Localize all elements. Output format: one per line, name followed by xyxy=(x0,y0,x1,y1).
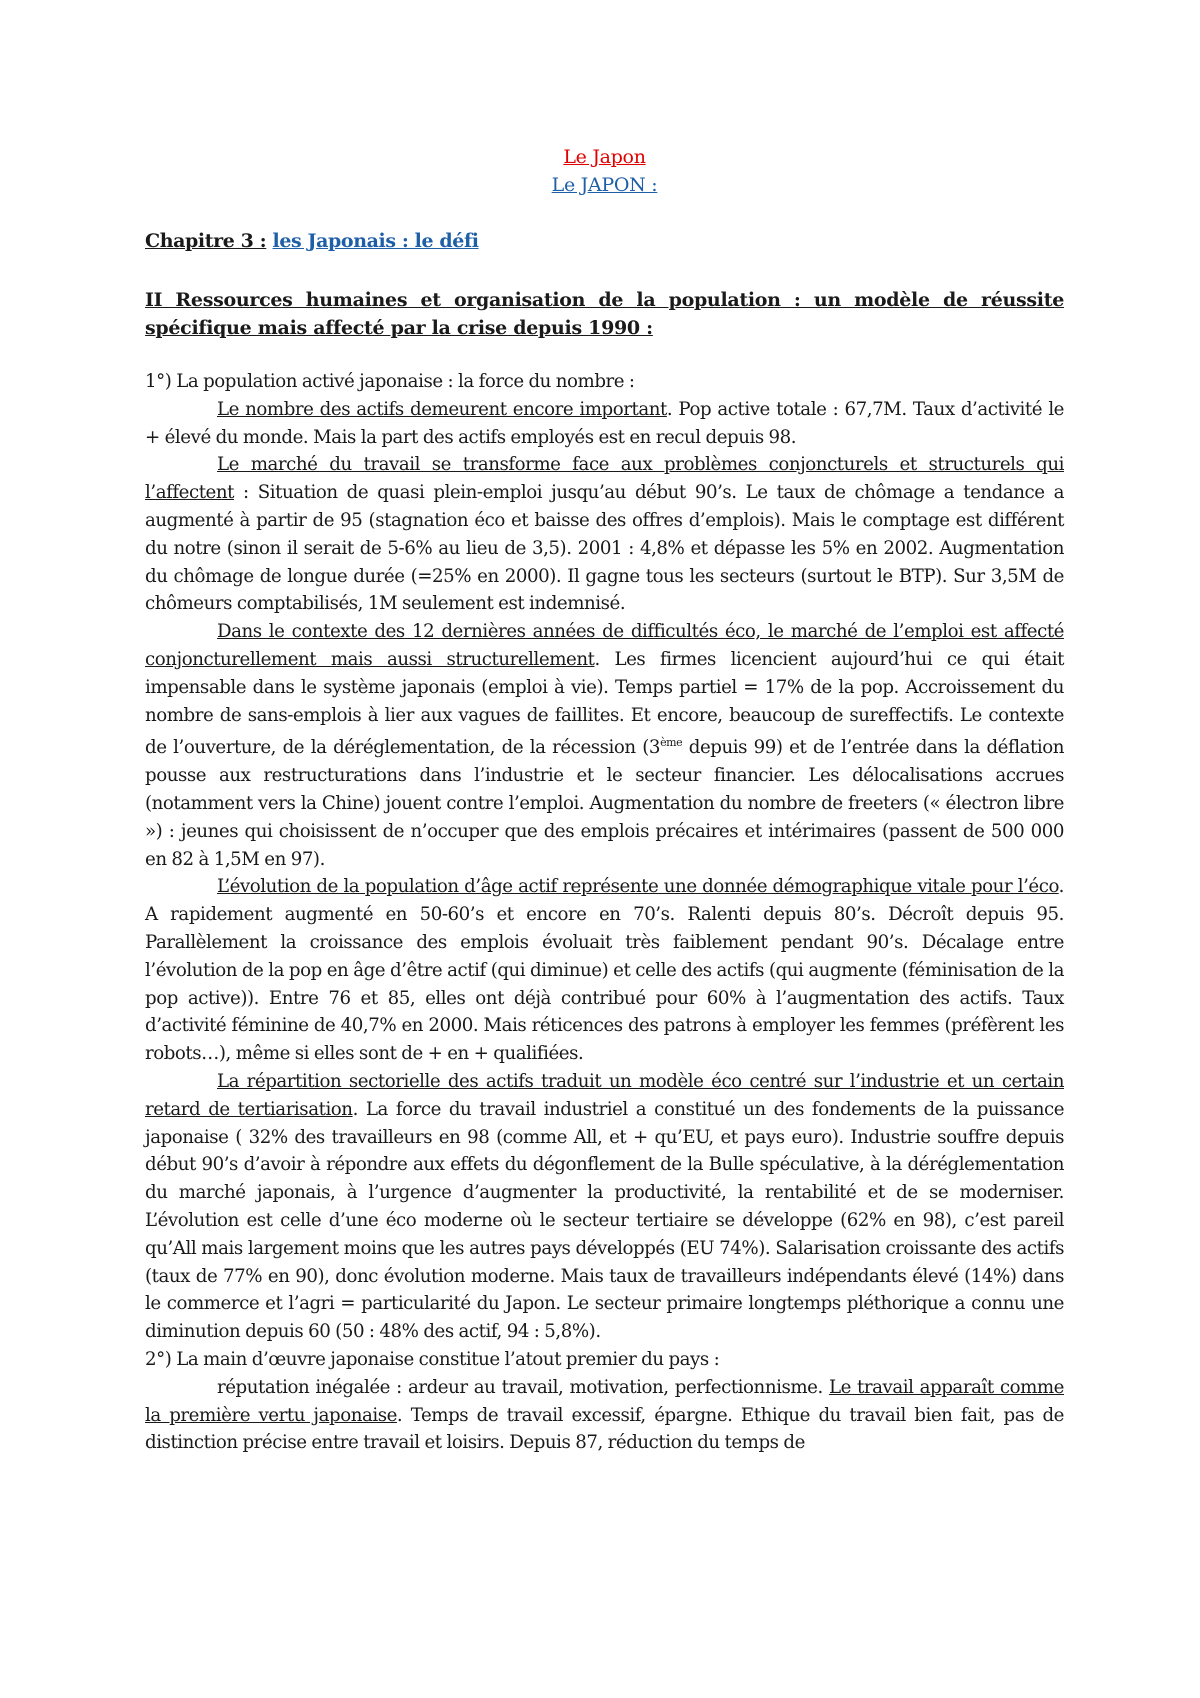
paragraph-3-underlined: Le marché du travail se transforme face aux problèmes conjoncturels et structurels qui l’affectent xyxy=(145,454,1064,504)
paragraph-2 xyxy=(145,396,1064,452)
paragraph-6 xyxy=(145,1068,1064,1346)
paragraph-7 xyxy=(145,1346,1064,1374)
document-subtitle: Le JAPON : xyxy=(551,174,658,196)
document-body xyxy=(145,368,1064,1457)
paragraph-5-text: . A rapidement augmenté en 50-60’s et encore en 70’s. Ralenti depuis 80’s. Décroît depuis 95. Parallèlement la croissance des emplois évoluait très faiblement pendant 90’s. Décalage entre l’évolution de la pop en âge d’être actif (qui diminue) et celle des actifs (qui augmente (féminisation de la pop active)). Entre 76 et 85, elles ont déjà contribué pour 60% à l’augmentation des actifs. Taux d’activité féminine de 40,7% en 2000. Mais réticences des patrons à employer les femmes (préfèrent les robots…), même si elles sont de + en + qualifiées. xyxy=(145,876,1064,1065)
paragraph-3 xyxy=(145,451,1064,618)
paragraph-2-text: . Pop active totale : 67,7M. Taux d’activité le + élevé du monde. Mais la part des actifs employés est en recul depuis 98. xyxy=(145,398,1064,448)
paragraph-3-text: : Situation de quasi plein-emploi jusqu’au début 90’s. Le taux de chômage a tendance a augmenté à partir de 95 (stagnation éco et baisse des offres d’emplois). Mais le comptage est différent du notre (sinon il serait de 5-6% au lieu de 3,5). 2001 : 4,8% et dépasse les 5% en 2002. Augmentation du chômage de longue durée (=25% en 2000). Il gagne tous les secteurs (surtout le BTP). Sur 3,5M de chômeurs comptabilisés, 1M seulement est indemnisé. xyxy=(145,482,1064,615)
chapter-heading xyxy=(145,230,479,252)
document-title: Le Japon xyxy=(563,146,646,168)
paragraph-1 xyxy=(145,368,1064,396)
paragraph-4-text-b: depuis 99) et de l’entrée dans la déflation pousse aux restructurations dans l’industrie et le secteur financier. Les délocalisations accrues (notamment vers la Chine) jouent contre l’emploi. Augmentation du nombre de freeters (« électron libre ») : jeunes qui choisissent de n’occuper que des emplois précaires et intérimaires (passent de 500 000 en 82 à 1,5M en 97). xyxy=(145,737,1064,870)
paragraph-1-text: 1°) La population activé japonaise : la force du nombre : xyxy=(145,371,635,392)
paragraph-4-underlined: Dans le contexte des 12 dernières années de difficultés éco, le marché de l’emploi est affecté conjoncturellement mais aussi structurellement xyxy=(145,621,1064,670)
section-heading: II Ressources humaines et organisation de la population : un modèle de réussite spécifique mais affecté par la crise depuis 1990 : xyxy=(145,289,1064,339)
paragraph-4 xyxy=(145,618,1064,873)
paragraph-5 xyxy=(145,873,1064,1068)
paragraph-8-text: . Temps de travail excessif, épargne. Ethique du travail bien fait, pas de distinction précise entre travail et loisirs. Depuis 87, réduction du temps de xyxy=(145,1404,1064,1454)
paragraph-5-underlined: L’évolution de la population d’âge actif représente une donnée démographique vitale pour l’éco xyxy=(217,876,1059,898)
paragraph-2-underlined: Le nombre des actifs demeurent encore important xyxy=(217,398,667,420)
paragraph-6-text: . La force du travail industriel a constitué un des fondements de la puissance japonaise ( 32% des travailleurs en 98 (comme All, et + qu’EU, et pays euro). Industrie souffre depuis début 90’s d’avoir à répondre aux effets du dégonflement de la Bulle spéculative, à la déréglementation du marché japonais, à l’urgence d’augmenter la productivité, la rentabilité et de se moderniser. L’évolution est celle d’une éco moderne où le secteur tertiaire se développe (62% en 98), c’est pareil qu’All mais largement moins que les autres pays développés (EU 74%). Salarisation croissante des actifs (taux de 77% en 90), donc évolution moderne. Mais taux de travailleurs indépendants élevé (14%) dans le commerce et l’agri = particularité du Japon. Le secteur primaire longtemps pléthorique a connu une diminution depuis 60 (50 : 48% des actif, 94 : 5,8%). xyxy=(145,1098,1065,1343)
chapter-label: Chapitre 3 : xyxy=(145,230,267,252)
paragraph-6-underlined: La répartition sectorielle des actifs traduit un modèle éco centré sur l’industrie et un certain retard de tertiarisation xyxy=(145,1070,1064,1120)
paragraph-8 xyxy=(145,1374,1064,1457)
chapter-subtitle: les Japonais : le défi xyxy=(272,230,479,252)
paragraph-8-text-a: réputation inégalée : ardeur au travail, motivation, perfectionnisme. xyxy=(217,1376,829,1398)
paragraph-8-underlined: Le travail apparaît comme la première vertu japonaise xyxy=(145,1376,1064,1426)
paragraph-7-text: 2°) La main d’œuvre japonaise constitue l’atout premier du pays : xyxy=(145,1348,720,1370)
paragraph-4-text-a: . Les firmes licencient aujourd’hui ce qui était impensable dans le système japonais (emploi à vie). Temps partiel = 17% de la pop. Accroissement du nombre de sans-emplois à lier aux vagues de faillites. Et encore, beaucoup de sureffectifs. Le contexte de l’ouverture, de la déréglementation, de la récession (3 xyxy=(145,648,1064,759)
paragraph-4-superscript: ème xyxy=(660,736,683,750)
